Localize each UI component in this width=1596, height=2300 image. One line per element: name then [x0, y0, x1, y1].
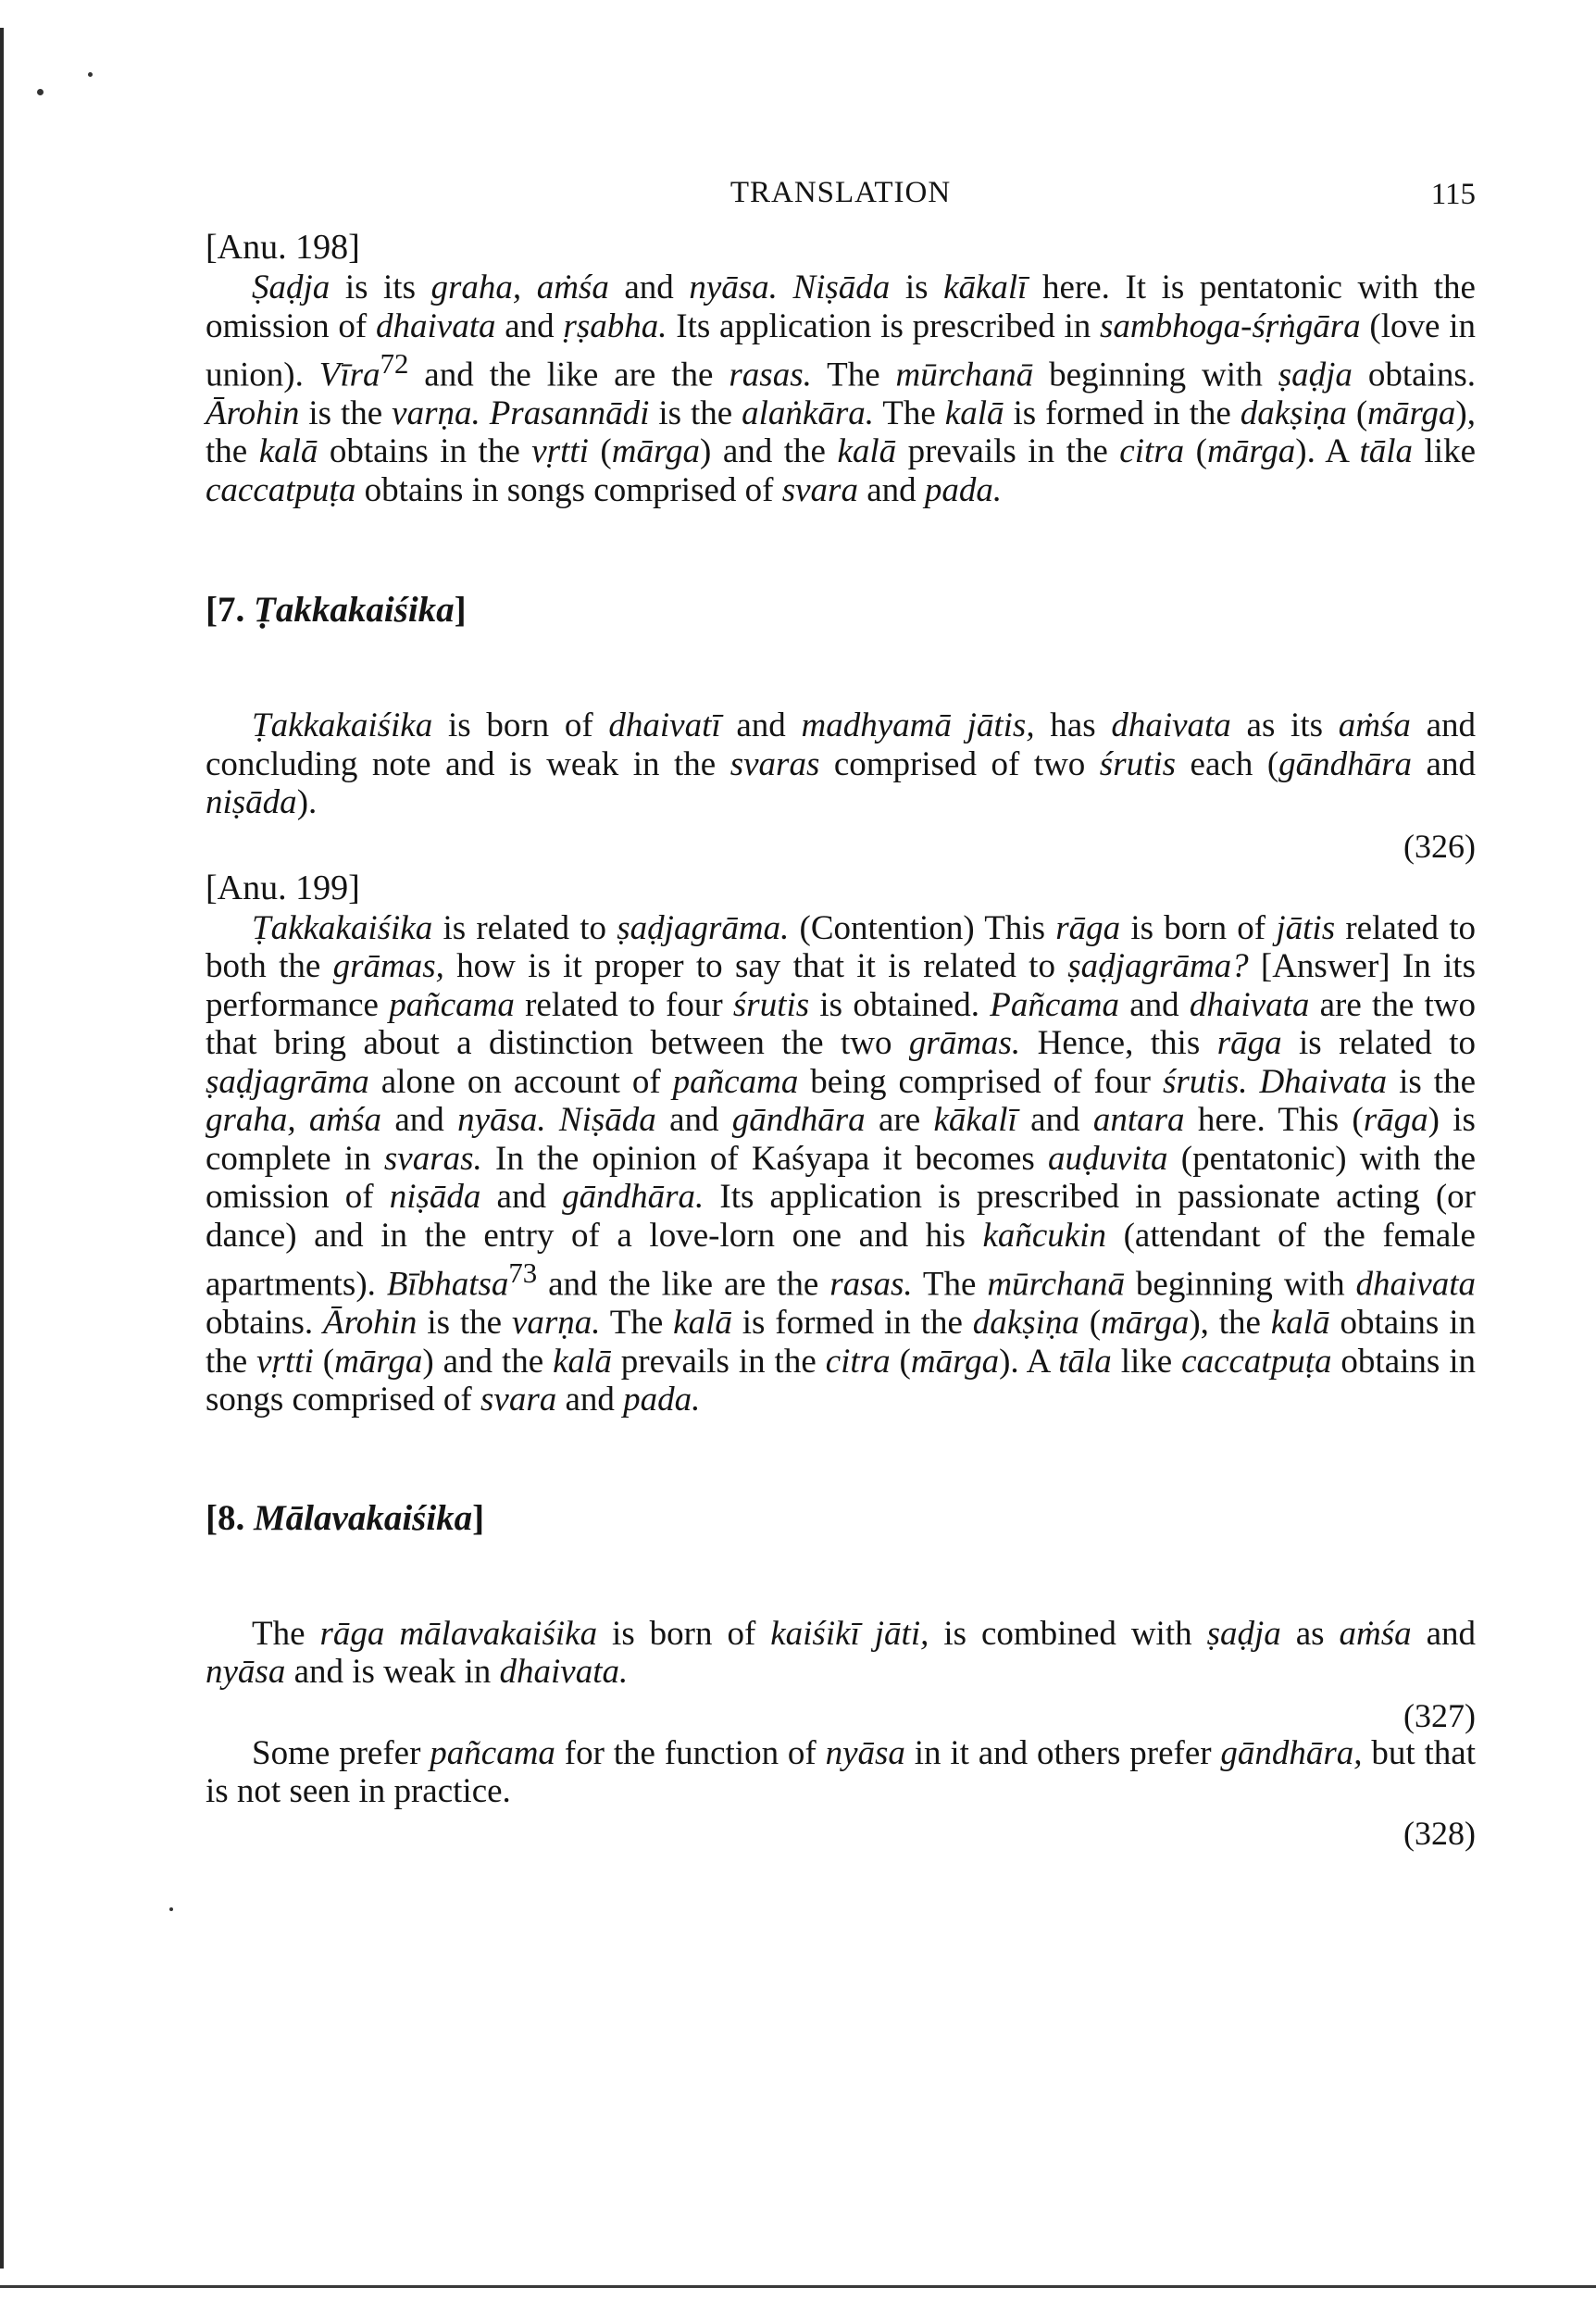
italic-term: śrutis — [732, 985, 810, 1024]
section-7-heading: [7. Ṭakkakaiśika] — [206, 590, 467, 631]
italic-term: jātis — [1276, 908, 1336, 947]
italic-term: nyāsa — [825, 1733, 905, 1772]
italic-term: aṁśa — [1339, 1614, 1412, 1653]
italic-term: ṣaḍja — [1278, 356, 1353, 394]
italic-term: mūrchanā — [895, 356, 1034, 394]
italic-term: Bībhatsa — [386, 1265, 509, 1304]
verse-327-number: (327) — [1403, 1696, 1476, 1734]
italic-term: pañcama — [389, 985, 515, 1024]
italic-term: rāga — [1363, 1101, 1428, 1140]
scan-speck — [88, 72, 93, 77]
italic-term: ṣaḍjagrāma — [206, 1062, 369, 1101]
section-8-heading: [8. Mālavakaiśika] — [206, 1497, 485, 1538]
italic-term: mūrchanā — [987, 1265, 1125, 1304]
italic-term: varṇa. — [511, 1304, 601, 1343]
italic-term: svaras. — [383, 1139, 482, 1178]
italic-term: kañcukin — [982, 1216, 1106, 1255]
italic-term: kalā — [1270, 1304, 1330, 1343]
italic-term: rāga — [1216, 1024, 1282, 1063]
italic-term: dhaivata — [376, 306, 496, 345]
italic-term: rāga — [1055, 908, 1121, 947]
verse-326-paragraph: Ṭakkakaiśika is born of dhaivatī and madhyamā jātis, has dhaivata as its aṁśa and concluding note and is weak in the svaras comprised of two śrutis each (gāndhāra and niṣāda). — [206, 706, 1476, 822]
italic-term: ṣaḍja — [1206, 1614, 1281, 1653]
italic-term: citra — [825, 1342, 891, 1381]
italic-term: madhyamā jātis, — [801, 706, 1035, 745]
scan-speck — [37, 89, 44, 95]
italic-term: gāndhāra — [1278, 744, 1413, 783]
italic-term: grāmas, — [332, 947, 444, 986]
footnote-ref: 73 — [508, 1257, 538, 1290]
italic-term: Vīra — [318, 356, 380, 394]
italic-term: ṛṣabha. — [563, 306, 667, 345]
verse-328-paragraph: Some prefer pañcama for the function of nyāsa in it and others prefer gāndhāra, but that is not seen in practice. — [206, 1733, 1476, 1811]
italic-term: svaras — [729, 744, 820, 783]
italic-term: śrutis — [1099, 744, 1177, 783]
italic-term: rāga mālavakaiśika — [319, 1614, 598, 1653]
italic-term: kalā — [944, 394, 1004, 432]
italic-term: gāndhāra — [731, 1101, 866, 1140]
italic-term: gāndhāra. — [562, 1178, 704, 1217]
italic-term: rasas. — [829, 1265, 913, 1304]
italic-term: mārga — [910, 1342, 1000, 1381]
italic-term: graha, aṁśa — [430, 269, 609, 306]
italic-term: Ārohin — [323, 1304, 418, 1343]
italic-term: varṇa. Prasannādi — [392, 394, 650, 432]
italic-term: Mālavakaiśika — [254, 1497, 473, 1538]
italic-term: dhaivatī — [608, 706, 721, 745]
italic-term: nyāsa — [206, 1653, 286, 1692]
scan-left-edge — [0, 28, 4, 2269]
italic-term: niṣāda — [206, 783, 297, 822]
italic-term: mārga — [1367, 394, 1456, 432]
book-page — [206, 167, 1476, 1852]
anu-199-label: [Anu. 199] — [206, 868, 360, 907]
italic-term: gāndhāra, — [1220, 1733, 1363, 1772]
italic-term: dakṣiṇa — [972, 1304, 1079, 1343]
italic-term: caccatpuṭa — [1181, 1342, 1332, 1381]
verse-326-number: (326) — [1403, 827, 1476, 865]
italic-term: vṛtti — [531, 432, 589, 471]
italic-term: antara — [1092, 1101, 1185, 1140]
italic-term: pada. — [924, 470, 1003, 509]
italic-term: dhaivata — [1189, 985, 1310, 1024]
scan-bottom-edge — [0, 2285, 1596, 2288]
italic-term: svara — [781, 470, 858, 509]
anu-198-label: [Anu. 198] — [206, 228, 360, 267]
italic-term: tāla — [1058, 1342, 1112, 1381]
italic-term: Ṭakkakaiśika — [252, 908, 433, 947]
italic-term: graha, aṁśa — [206, 1101, 382, 1140]
anu-199-paragraph: Ṭakkakaiśika is related to ṣaḍjagrāma. (Contention) This rāga is born of jātis related to both the grāmas, how is it proper to say that it is related to ṣaḍjagrāma? [Answer] In its performance pañcama related to four śrutis is obtained. Pañcama and dhaivata are the two that bring about a distinction between the two grāmas. Hence, this rāga is related to ṣaḍjagrāma alone on account of pañcama being comprised of four śrutis. Dhaivata is the graha, aṁśa and nyāsa. Niṣāda and gāndhāra are kākalī and antara here. This (rāga) is complete in svaras. In the opinion of Kaśyapa it becomes auḍuvita (pentatonic) with the omission of niṣāda and gāndhāra. Its application is prescribed in passionate acting (or dance) and in the entry of a love-lorn one and his kañcukin (attendant of the female apartments). Bībhatsa$^{73}$ and the like are the rasas. The mūrchanā beginning with dhaivata obtains. Ārohin is the varṇa. The kalā is formed in the dakṣiṇa (mārga), the kalā obtains in the vṛtti (mārga) and the kalā prevails in the citra (mārga). A tāla like caccatpuṭa obtains in songs comprised of svara and pada. — [206, 908, 1477, 1419]
italic-term: ṣaḍjagrāma? — [1067, 947, 1249, 986]
italic-term: grāmas. — [908, 1024, 1021, 1063]
italic-term: pada. — [623, 1381, 701, 1419]
italic-term: kalā — [673, 1304, 732, 1343]
verse-328-number: (328) — [1403, 1814, 1476, 1852]
page-number: 115 — [1430, 178, 1476, 211]
italic-term: niṣāda — [389, 1178, 481, 1217]
italic-term: pañcama — [672, 1062, 799, 1101]
running-title: TRANSLATION — [729, 176, 952, 209]
italic-term: kalā — [837, 432, 897, 471]
italic-term: nyāsa. Niṣāda — [457, 1101, 656, 1140]
italic-term: dhaivata — [1111, 706, 1231, 745]
italic-term: citra — [1119, 432, 1185, 471]
italic-term: kākalī — [933, 1101, 1017, 1140]
italic-term: tāla — [1359, 432, 1414, 471]
italic-term: kalā — [258, 432, 318, 471]
italic-term: Pañcama — [990, 985, 1119, 1024]
italic-term: pañcama — [430, 1733, 555, 1772]
footnote-ref: 72 — [380, 348, 409, 380]
italic-term: svara — [480, 1381, 557, 1419]
italic-term: dhaivata — [1355, 1265, 1476, 1304]
italic-term: mārga — [1101, 1304, 1190, 1343]
italic-term: Ṭakkakaiśika — [252, 706, 433, 745]
anu-198-paragraph: Ṣaḍja is its graha, aṁśa and nyāsa. Niṣāda is kākalī here. It is pentatonic with the omission of dhaivata and ṛṣabha. Its application is prescribed in sambhoga-śṛṅgāra (love in union). Vīra$^{72}$ and the like are the rasas. The mūrchanā beginning with ṣaḍja obtains. Ārohin is the varṇa. Prasannādi is the alaṅkāra. The kalā is formed in the dakṣiṇa (mārga), the kalā obtains in the vṛtti (mārga) and the kalā prevails in the citra (mārga). A tāla like caccatpuṭa obtains in songs comprised of svara and pada. — [206, 269, 1477, 509]
italic-term: vṛtti — [256, 1342, 314, 1381]
italic-term: alaṅkāra. — [742, 394, 874, 432]
italic-term: Ṣaḍja — [252, 269, 330, 306]
italic-term: dhaivata. — [499, 1653, 629, 1692]
italic-term: Ārohin — [206, 394, 300, 432]
italic-term: mārga — [611, 432, 701, 471]
italic-term: mārga — [334, 1342, 423, 1381]
italic-term: mārga — [1207, 432, 1296, 471]
italic-term: rasas. — [729, 356, 812, 394]
running-head — [206, 167, 1476, 222]
scan-speck — [169, 1907, 173, 1911]
italic-term: śrutis. Dhaivata — [1162, 1062, 1388, 1101]
italic-term: auḍuvita — [1048, 1139, 1168, 1178]
verse-327-paragraph: The rāga mālavakaiśika is born of kaiśikī jāti, is combined with ṣaḍja as aṁśa and nyāsa and is weak in dhaivata. — [206, 1614, 1476, 1692]
italic-term: aṁśa — [1338, 706, 1411, 745]
italic-term: kaiśikī jāti, — [770, 1614, 929, 1653]
italic-term: kalā — [553, 1342, 612, 1381]
italic-term: Ṭakkakaiśika — [254, 590, 455, 631]
italic-term: ṣaḍjagrāma. — [617, 908, 790, 947]
italic-term: dakṣiṇa — [1240, 394, 1347, 432]
italic-term: caccatpuṭa — [206, 470, 356, 509]
italic-term: nyāsa. Niṣāda — [689, 269, 891, 306]
italic-term: sambhoga-śṛṅgāra — [1100, 306, 1361, 345]
italic-term: kākalī — [943, 269, 1028, 306]
